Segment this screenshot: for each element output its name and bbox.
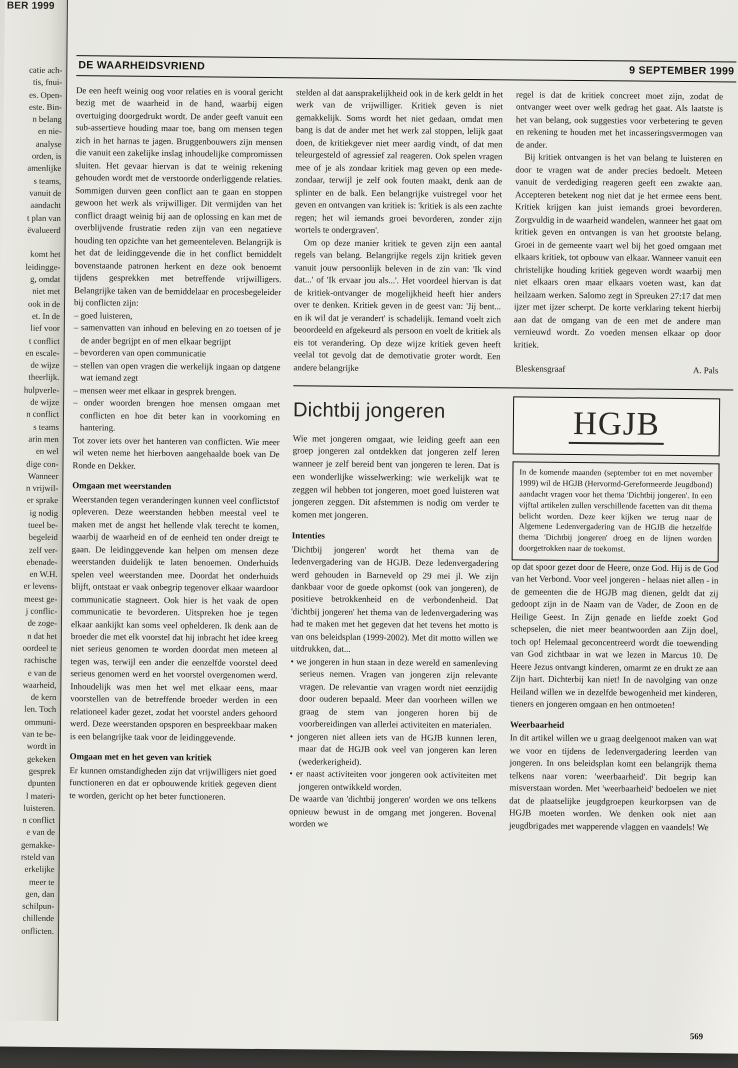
subheading-kritiek: Omgaan met en het geven van kritiek [69,751,212,763]
main-page-area [67,0,737,1045]
signature-author: A. Pals [692,365,719,376]
bullet-list-item: • er naast activiteiten voor jongeren ook activiteiten met jongeren ontwikkeld worden. [289,768,496,795]
dash-list-item: – goed luisteren, [73,309,133,321]
paragraph: De een heeft weinig oog voor relaties en is vooral gericht bezig met de waarheid in de hand, waarbij eigen overtuiging doorgedrukt wordt. De ander geeft vanuit een sub-assertieve houding maar toe, bang om mensen tegen zich in het harnas te jagen. Bruggenbouwers zijn mensen die vanuit een zakelijke inslag inhoudelijke compromissen sluiten. Het gevaar hiervan is dat te weinig rekening gehouden wordt met de verstoorde onderliggende relaties. Sommigen durven geen conflict aan te gaan en stoppen gewoon het werk als vrijwilliger. Dit vermijden van het conflict draagt weinig bij aan de oplossing en kan met de overblijvende frustratie reden zijn van een negatieve houding ten opzichte van het gemeenteleven. Belangrijk is het dat de leidinggevende die in het conflict bemiddelt bovenstaande patronen herkent en deze ook benoemt tijdens gesprekken met betreffende vrijwilligers. Belangrijke taken van de bemiddelaar en procesbegeleider bij conflicten zijn: [74,85,284,309]
bullet-list-item: • we jongeren in hun staan in deze wereld en samenleving serieus nemen. Vragen van jongeren zijn relevante vragen. De relevantie van vragen wordt niet eenzijdig door ouderen bepaald. Meer dan voorheen willen we graag de stem van jongeren horen bij de voorbereidingen van allerlei activiteiten en materialen. [290,655,498,732]
previous-page-text-fragments: catie ach- tis, fnui- es. Open- este. Bin- n belang en nie- analyse orden, is amenlijke s teams, vanuit de aandacht t plan van ëvalueerd komt het leidingge- g, omdat niet met ook in de et. In de lief voor t conflict en escale- de wijze theerlijk. hulpverle- de wijze n conflict s teams arin men en wel dige con- Wanneer n vrijwil- er sprake ig nodig tueel be- begeleid zelf ver- ebenade- en W.H. er levens- meest ge- j conflic- de zoge- n dat het oordeel te rachische e van de waarheid, de kern len. Toch ommuni- van te be- wordt in gekeken gesprek dpunten l materi- luisteren. n conflict e van de gemakke- rsteld van erkelijke meer te gen, dan schilpun- chillende onflicten. [20,64,63,936]
article-title: Dichtbij jongeren [292,399,446,423]
dash-list-item: – stellen van open vragen die werkelijk ingaan op datgene wat iemand zegt [73,359,281,383]
page-number: 569 [689,1031,704,1042]
article2-section [289,392,733,834]
column-2-top [293,86,503,375]
subheading-weerstanden: Omgaan met weerstanden [72,480,172,492]
column-layout [69,84,736,834]
paragraph: Bij kritiek ontvangen is het van belang te luisteren en door te vragen wat de ander precies bedoelt. Meteen vanuit de verdediging reageren geeft een zwakte aan. Accepteren betekent nog niet dat je het ermee eens bent. Kritiek krijgen kan juist iemands groei bevorderen. Zorgvuldig in de waarheid wandelen, wanneer het gaat om kritiek geven en ontvangen is van het grootste belang. Groei in de gemeente vaart wel bij het goed omgaan met elkaars kritiek, tot opbouw van elkaar. Wanneer vanuit een christelijke houding kritiek gegeven wordt waarbij men niet elkaars oren maar elkaars voeten wast, kan dat heilzaam werken. Salomo zegt in Spreuken 27:17 dat men ijzer met ijzer scherpt. De korte verklaring tekent hierbij aan dat de omgang van de een met de andere man vernieuwd wordt. Zo voeden mensen elkaar op door kritiek. [513,151,723,350]
bullet-list-item: • jongeren niet alleen iets van de HGJB kunnen leren, maar dat de HGJB ook veel van jongeren kan leren (wederkerigheid). [290,730,497,769]
hgjb-logo: HGJB [569,408,664,445]
dash-list-item: – samenvatten van inhoud en beleving en zo toetsen of je de ander begrijpt en of men elkaar begrijpt [73,322,281,347]
column-3-top [513,88,723,377]
right-columns [289,86,736,834]
article2-side-column [509,395,720,834]
paragraph: Om op deze manier kritiek te geven zijn een aantal regels van belang. Belangrijke regels zijn kritiek geven vanuit jouw persoonlijk beleven in de zin van: 'Ik vind dat...' of 'Ik ervaar jou als...'. Het voordeel hiervan is dat de kritiek-ontvanger de mogelijkheid heeft hier anders over te denken. Kritiek geven in de geest van: 'Jij bent... en ik wil dat je verandert' is schadelijk. Iemand voelt zich beoordeeld en afgekeurd als persoon en voelt de kritiek als eis tot verandering. Op deze wijze kritiek geven heeft veelal tot gevolg dat de demotivatie groter wordt. Een andere belangrijke [293,237,502,373]
article-signature [513,363,720,377]
paragraph: In dit artikel willen we u graag deelgenoot maken van wat we voor en tijdens de ledenvergadering leerden van jongeren. In ons beleidsplan komt een belangrijk thema telkens naar voren: 'weerbaarheid'. Dit begrip kan misverstaan worden. Met 'weerbaarheid' bedoelen we niet dat de plaatselijke jeugdgroepen keurkorpsen van de HGJB moeten worden. We denken ook niet aan jeugdbrigades met wapperende vlaggen en vaandels! We [509,732,717,833]
paragraph: op dat spoor gezet door de Heere, onze God. Hij is de God van het Verbond. Voor veel jongeren - helaas niet allen - in de gemeenten die de HGJB mag dienen, geldt dat zij gedoopt zijn in de Naam van de Vader, de Zoon en de Heilige Geest. In Zijn genade en liefde zoekt God schepselen, die niet meer beantwoorden aan Zijn doel, toch op! Helemaal geconcentreerd wordt die toewending van God zichtbaar in wat we lezen in Marcus 10. De Heere Jezus ontvangt kinderen, omarmt ze en drukt ze aan Zijn hart. Dichterbij kan niet! In de navolging van onze Heiland willen we in dezelfde bewogenheid met kinderen, tieners en jongeren omgaan en hen ontmoeten! [510,561,719,711]
column-1 [69,84,283,830]
paragraph: Weerstanden tegen veranderingen kunnen veel conflictstof opleveren. Deze weerstanden hebben meestal veel te maken met de angst het hellende vlak terecht te komen, waarbij de waarheid en of de eenheid ten onder dreigt te gaan. De leidinggevende kan helpen om mensen deze weerstanden duidelijk te laten benoemen. Onderhuids spelen veel weerstanden mee. Doordat het onderhuids blijft, ontstaat er vaak onbegrip tegenover elkaar waardoor communicatie stagneert. Ook hier is het vaak de open communicatie te bevorderen. Uitspreken hoe je tegen elkaar aankijkt kan soms veel ophelderen. Ik denk aan de broeder die met elk voorstel dat hij inbracht het idee kreeg niet serieus genomen te worden doordat men meteen al tegen was, terwijl een ander die eenzelfde voorstel deed serieus genomen werd en het voorstel overgenomen werd. Inhoudelijk was men het wel met elkaar eens, maar voorstellen van de betreffende broeder werden in een relationeel kader gezet, zodat het voorstel anders gehoord werd. Deze weerstanden opsporen en bespreekbaar maken is een belangrijke taak voor de leidinggevende. [69,493,280,743]
previous-page-header-fragment: BER 1999 [6,0,55,12]
previous-page-edge [0,0,68,1021]
theme-info-box: In de komende maanden (september tot en met november 1999) wil de HGJB (Hervormd-Gereformeerde Jeugdbond) aandacht vragen voor het thema 'Dichtbij jongeren'. In een vijftal artikelen zullen verschillende facetten van dit thema belicht worden. Deze keer kijken we terug naar de Algemene Ledenvergadering van de HGJB die hetzelfde thema 'Dichtbij jongeren' droeg en de lijnen worden doorgetrokken naar de toekomst. [512,462,720,563]
hgjb-logo-box [513,397,721,457]
article1-continuation [293,86,736,377]
signature-place: Bleskensgraaf [515,363,566,375]
paragraph: Tot zover iets over het hanteren van conflicten. Wie meer wil weten neme het hierboven aangehaalde boek van De Ronde en Dekker. [72,434,280,471]
paragraph: stelden al dat aansprakelijkheid ook in de kerk geldt in het werk van de vrijwilliger. Kritiek geven is niet gemakkelijk. Soms wordt het niet gedaan, omdat men bang is dat de ander met het werk zal stoppen, lelijk gaat doen, de kritiekgever niet meer aardig vindt, of dat men teleurgesteld of agressief zal reageren. Ook spelen vragen mee of je als zondaar kritiek mag geven op een mede-zondaar, terwijl je zelf ook fouten maakt, denk aan de splinter en de balk. Een belangrijke vuistregel voor het geven en ontvangen van kritiek is: 'kritiek is als een zachte regen; het wil iemands groei bevorderen, zonder zijn wortels te ondergraven'. [294,87,504,236]
paragraph: 'Dichtbij jongeren' wordt het thema van de ledenvergadering van de HGJB. Deze ledenvergadering werd gehouden in Barneveld op 29 mei jl. We zijn dankbaar voor de goede opkomst (ook van jongeren), de positieve betrokkenheid en de verbondenheid. Dat 'dichtbij jongeren' het thema van de ledenvergadering was had te maken met het gegeven dat het tevens het motto is van ons beleidsplan (1999-2002). Met dit motto willen we uitdrukken, dat... [290,543,499,655]
journal-title: DE WAARHEIDSVRIEND [78,59,206,73]
subheading-weerbaarheid: Weerbaarheid [509,719,565,730]
section-divider-rule [293,385,733,390]
dash-list-item: – onder woorden brengen hoe mensen omgaan met conflicten en hoe dit beter kan in voorkoming en hantering. [73,397,281,433]
paragraph: regel is dat de kritiek concreet moet zijn, zodat de ontvanger weet over welk gedrag het gaat. Als laatste is het van belang, ook suggesties voor verbetering te geven en rekening te houden met het incasseringsvermogen van de ander. [515,89,724,150]
subheading-intenties: Intenties [291,530,325,541]
dash-list-item: – bevorderen van open communicatie [73,347,207,359]
paragraph: Er kunnen omstandigheden zijn dat vrijwilligers niet goed functioneren en dat er opbouwende kritiek gegeven dient te worden, gericht op het beter functioneren. [69,765,277,802]
article2-text-column [289,392,500,831]
paragraph: De waarde van 'dichtbij jongeren' worden we ons telkens opnieuw bewust in de omgang met jongeren. Bovenal worden we [289,793,497,829]
dash-list-item: – mensen weer met elkaar in gesprek brengen. [73,384,237,397]
issue-date: 9 SEPTEMBER 1999 [629,64,735,78]
running-header [76,55,736,82]
article-intro: Wie met jongeren omgaat, wie leiding geeft aan een groep jongeren zal ontdekken dat jongeren zelf leren wanneer je zelf bereid bent van jongeren te leren. Dat is een wonderlijke wisselwerking: wie werkelijk wat te zeggen wil hebben tot jongeren, moet goed luisteren wat jongeren zeggen. Dit afstemmen is nodig om verder te komen met jongeren. [291,432,500,521]
